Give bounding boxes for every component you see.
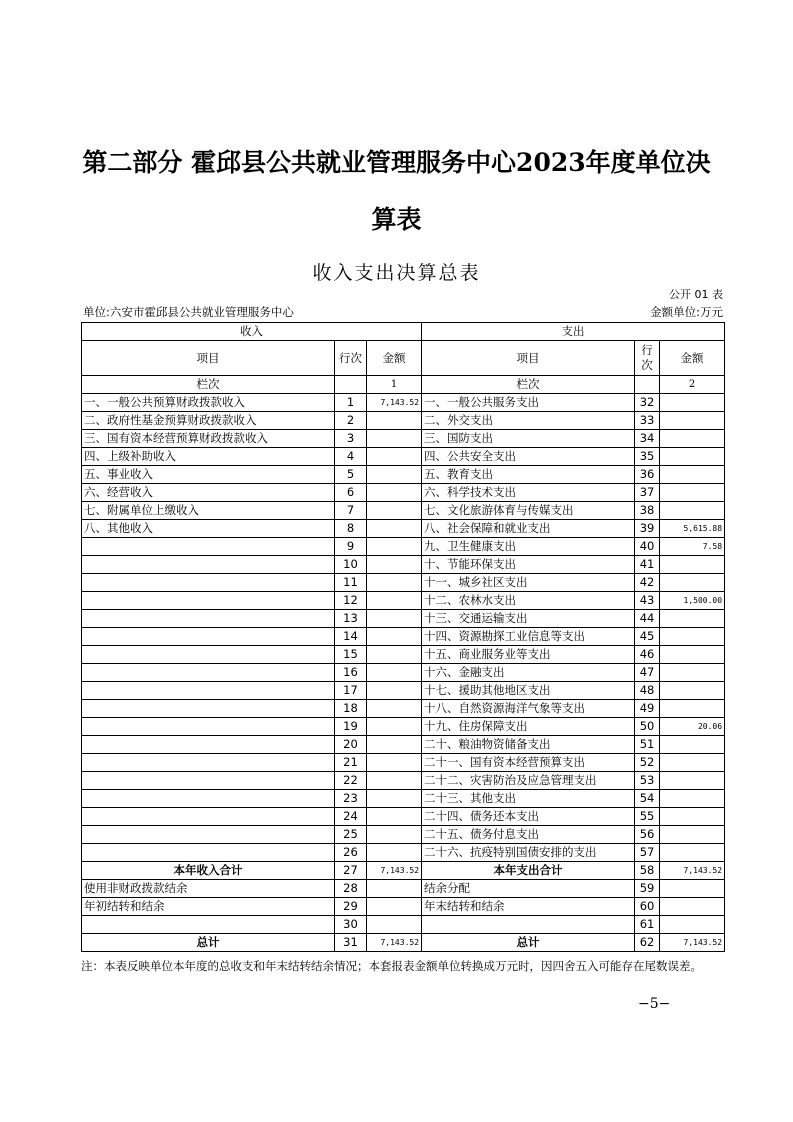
expense-amount [660,700,725,718]
income-amount [367,448,422,466]
expense-item: 十二、农林水支出 [422,592,635,610]
income-amount [367,718,422,736]
expense-line-no: 39 [635,520,660,538]
expense-item: 结余分配 [422,880,635,898]
expense-item: 二十、粮油物资储备支出 [422,736,635,754]
expense-amount [660,880,725,898]
income-amount [367,844,422,862]
income-item: 本年收入合计 [82,862,335,880]
expense-line-no: 50 [635,718,660,736]
income-item: 使用非财政拨款结余 [82,880,335,898]
expense-amount [660,916,725,934]
col-index-1: 1 [367,376,422,394]
table-row [82,700,725,718]
expense-line-no: 51 [635,736,660,754]
expense-line-no: 53 [635,772,660,790]
expense-line-no: 42 [635,574,660,592]
income-line-no: 15 [335,646,367,664]
income-line-no: 23 [335,790,367,808]
income-item [82,574,335,592]
table-row [82,520,725,538]
income-item: 三、国有资本经营预算财政拨款收入 [82,430,335,448]
expense-item: 六、科学技术支出 [422,484,635,502]
income-amount [367,610,422,628]
table-row [82,898,725,916]
expense-amount [660,394,725,412]
expense-line-no: 34 [635,430,660,448]
income-amount [367,700,422,718]
expense-line-no: 48 [635,682,660,700]
expense-line-no: 60 [635,898,660,916]
expense-line-no: 62 [635,934,660,952]
expense-item: 二十五、债务付息支出 [422,826,635,844]
expense-header: 支出 [422,323,725,341]
expense-line-no: 38 [635,502,660,520]
table-row [82,394,725,412]
empty-cell [335,376,367,394]
income-line-no: 27 [335,862,367,880]
table-row [82,628,725,646]
expense-amount [660,808,725,826]
table-row [82,826,725,844]
income-item: 八、其他收入 [82,520,335,538]
income-line-no: 7 [335,502,367,520]
table-row [82,574,725,592]
expense-item: 三、国防支出 [422,430,635,448]
income-line-no: 9 [335,538,367,556]
income-amount [367,790,422,808]
income-line-no: 18 [335,700,367,718]
income-line-no: 24 [335,808,367,826]
expense-line-no: 55 [635,808,660,826]
table-row [82,538,725,556]
income-line-no: 31 [335,934,367,952]
expense-amount [660,466,725,484]
table-row [82,646,725,664]
col-line-income: 行次 [335,341,367,376]
expense-line-no: 46 [635,646,660,664]
expense-amount: 1,500.00 [660,592,725,610]
income-item [82,610,335,628]
income-item: 总计 [82,934,335,952]
table-row [82,736,725,754]
table-title: 收入支出决算总表 [312,262,481,284]
income-amount: 7,143.52 [367,862,422,880]
table-row [82,880,725,898]
income-amount [367,592,422,610]
income-amount [367,574,422,592]
income-amount [367,736,422,754]
income-line-no: 8 [335,520,367,538]
expense-amount [660,448,725,466]
income-line-no: 19 [335,718,367,736]
income-amount [367,646,422,664]
table-row [82,412,725,430]
income-amount [367,682,422,700]
table-row [82,664,725,682]
income-item: 四、上级补助收入 [82,448,335,466]
income-amount [367,502,422,520]
expense-amount [660,898,725,916]
expense-line-no: 56 [635,826,660,844]
expense-line-no: 40 [635,538,660,556]
expense-amount: 5,615.88 [660,520,725,538]
page-number: −5− [638,996,671,1012]
income-line-no: 25 [335,826,367,844]
table-row [82,556,725,574]
income-expense-table [81,322,725,952]
table-row [82,610,725,628]
empty-cell [635,376,660,394]
income-line-no: 28 [335,880,367,898]
expense-item: 二十六、抗疫特别国债安排的支出 [422,844,635,862]
expense-amount [660,664,725,682]
income-item [82,700,335,718]
expense-item: 八、社会保障和就业支出 [422,520,635,538]
income-item: 七、附属单位上缴收入 [82,502,335,520]
income-line-no: 20 [335,736,367,754]
expense-item: 二、外交支出 [422,412,635,430]
expense-item: 五、教育支出 [422,466,635,484]
table-row [82,448,725,466]
expense-item: 本年支出合计 [422,862,635,880]
income-amount [367,538,422,556]
expense-amount [660,484,725,502]
expense-amount [660,430,725,448]
income-amount [367,520,422,538]
income-line-no: 17 [335,682,367,700]
income-amount [367,484,422,502]
table-row [82,790,725,808]
expense-item: 七、文化旅游体育与传媒支出 [422,502,635,520]
expense-item [422,916,635,934]
expense-line-no: 58 [635,862,660,880]
unit-label: 单位:六安市霍邱县公共就业管理服务中心 [83,305,294,319]
income-line-no: 16 [335,664,367,682]
income-amount [367,412,422,430]
expense-item: 九、卫生健康支出 [422,538,635,556]
expense-item: 总计 [422,934,635,952]
income-item [82,916,335,934]
income-line-no: 11 [335,574,367,592]
expense-line-no: 47 [635,664,660,682]
expense-line-no: 52 [635,754,660,772]
income-line-no: 6 [335,484,367,502]
table-row [82,772,725,790]
expense-amount [660,826,725,844]
income-line-no: 26 [335,844,367,862]
expense-amount: 7,143.52 [660,862,725,880]
expense-item: 十九、住房保障支出 [422,718,635,736]
table-row [82,430,725,448]
income-line-no: 12 [335,592,367,610]
income-item [82,844,335,862]
expense-item: 二十二、灾害防治及应急管理支出 [422,772,635,790]
income-item [82,754,335,772]
expense-line-no: 37 [635,484,660,502]
col-item-income: 项目 [82,341,335,376]
expense-amount [660,574,725,592]
col-amount-income: 金额 [367,341,422,376]
expense-line-no: 43 [635,592,660,610]
income-line-no: 30 [335,916,367,934]
expense-item: 十四、资源勘探工业信息等支出 [422,628,635,646]
income-line-no: 22 [335,772,367,790]
income-amount [367,916,422,934]
expense-amount [660,754,725,772]
income-item [82,646,335,664]
expense-line-no: 61 [635,916,660,934]
table-row [82,934,725,952]
expense-item: 二十一、国有资本经营预算支出 [422,754,635,772]
expense-item: 二十四、债务还本支出 [422,808,635,826]
income-item: 五、事业收入 [82,466,335,484]
expense-line-no: 41 [635,556,660,574]
income-line-no: 29 [335,898,367,916]
expense-item: 十、节能环保支出 [422,556,635,574]
col-index-2: 2 [660,376,725,394]
expense-amount [660,610,725,628]
expense-item: 十一、城乡社区支出 [422,574,635,592]
expense-amount: 20.06 [660,718,725,736]
expense-line-no: 36 [635,466,660,484]
income-item [82,682,335,700]
table-row [82,844,725,862]
income-amount [367,754,422,772]
expense-amount: 7.58 [660,538,725,556]
income-amount [367,880,422,898]
income-line-no: 14 [335,628,367,646]
page-title-line-2: 算表 [371,205,422,234]
income-amount: 7,143.52 [367,934,422,952]
expense-amount [660,628,725,646]
income-amount: 7,143.52 [367,394,422,412]
income-item: 一、一般公共预算财政拨款收入 [82,394,335,412]
income-item: 二、政府性基金预算财政拨款收入 [82,412,335,430]
expense-amount [660,556,725,574]
table-row [82,808,725,826]
income-line-no: 3 [335,430,367,448]
income-amount [367,556,422,574]
income-item [82,556,335,574]
income-line-no: 21 [335,754,367,772]
expense-line-no: 33 [635,412,660,430]
col-line-expense: 行 次 [635,341,660,376]
expense-item: 年末结转和结余 [422,898,635,916]
income-line-no: 13 [335,610,367,628]
expense-item: 十六、金融支出 [422,664,635,682]
table-row [82,682,725,700]
page-title-line-1: 第二部分 霍邱县公共就业管理服务中心2023年度单位决 [82,148,711,177]
expense-amount [660,790,725,808]
expense-item: 四、公共安全支出 [422,448,635,466]
income-amount [367,430,422,448]
expense-item: 十八、自然资源海洋气象等支出 [422,700,635,718]
income-amount [367,898,422,916]
income-line-no: 10 [335,556,367,574]
expense-amount [660,646,725,664]
expense-amount [660,736,725,754]
expense-line-no: 57 [635,844,660,862]
table-row [82,592,725,610]
table-row [82,862,725,880]
form-number: 公开 01 表 [669,288,723,301]
income-item [82,718,335,736]
amount-unit-label: 金额单位:万元 [650,305,723,319]
expense-amount [660,682,725,700]
income-item [82,772,335,790]
expense-line-no: 35 [635,448,660,466]
expense-amount [660,772,725,790]
income-item [82,538,335,556]
expense-line-no: 32 [635,394,660,412]
income-line-no: 1 [335,394,367,412]
expense-line-no: 45 [635,628,660,646]
income-header: 收入 [82,323,422,341]
income-item [82,628,335,646]
income-amount [367,664,422,682]
income-line-no: 5 [335,466,367,484]
income-item [82,826,335,844]
table-row [82,466,725,484]
income-item [82,736,335,754]
income-amount [367,826,422,844]
income-item [82,664,335,682]
expense-item: 一、一般公共服务支出 [422,394,635,412]
expense-item: 十七、援助其他地区支出 [422,682,635,700]
income-item [82,808,335,826]
expense-item: 十三、交通运输支出 [422,610,635,628]
expense-amount [660,844,725,862]
col-label-expense: 栏次 [422,376,635,394]
income-amount [367,772,422,790]
expense-line-no: 54 [635,790,660,808]
col-item-expense: 项目 [422,341,635,376]
income-amount [367,466,422,484]
income-amount [367,808,422,826]
expense-line-no: 59 [635,880,660,898]
table-row [82,916,725,934]
income-item: 年初结转和结余 [82,898,335,916]
table-row [82,484,725,502]
expense-amount [660,502,725,520]
income-item: 六、经营收入 [82,484,335,502]
expense-line-no: 44 [635,610,660,628]
table-row [82,754,725,772]
table-row [82,502,725,520]
table-row [82,718,725,736]
expense-item: 十五、商业服务业等支出 [422,646,635,664]
footnote: 注：本表反映单位本年度的总收支和年末结转结余情况；本套报表金额单位转换成万元时，因四舍五入可能存在尾数误差。 [81,959,702,973]
income-amount [367,628,422,646]
expense-amount: 7,143.52 [660,934,725,952]
income-line-no: 4 [335,448,367,466]
col-amount-expense: 金额 [660,341,725,376]
expense-line-no: 49 [635,700,660,718]
col-label-income: 栏次 [82,376,335,394]
expense-item: 二十三、其他支出 [422,790,635,808]
income-line-no: 2 [335,412,367,430]
expense-amount [660,412,725,430]
income-item [82,790,335,808]
income-item [82,592,335,610]
